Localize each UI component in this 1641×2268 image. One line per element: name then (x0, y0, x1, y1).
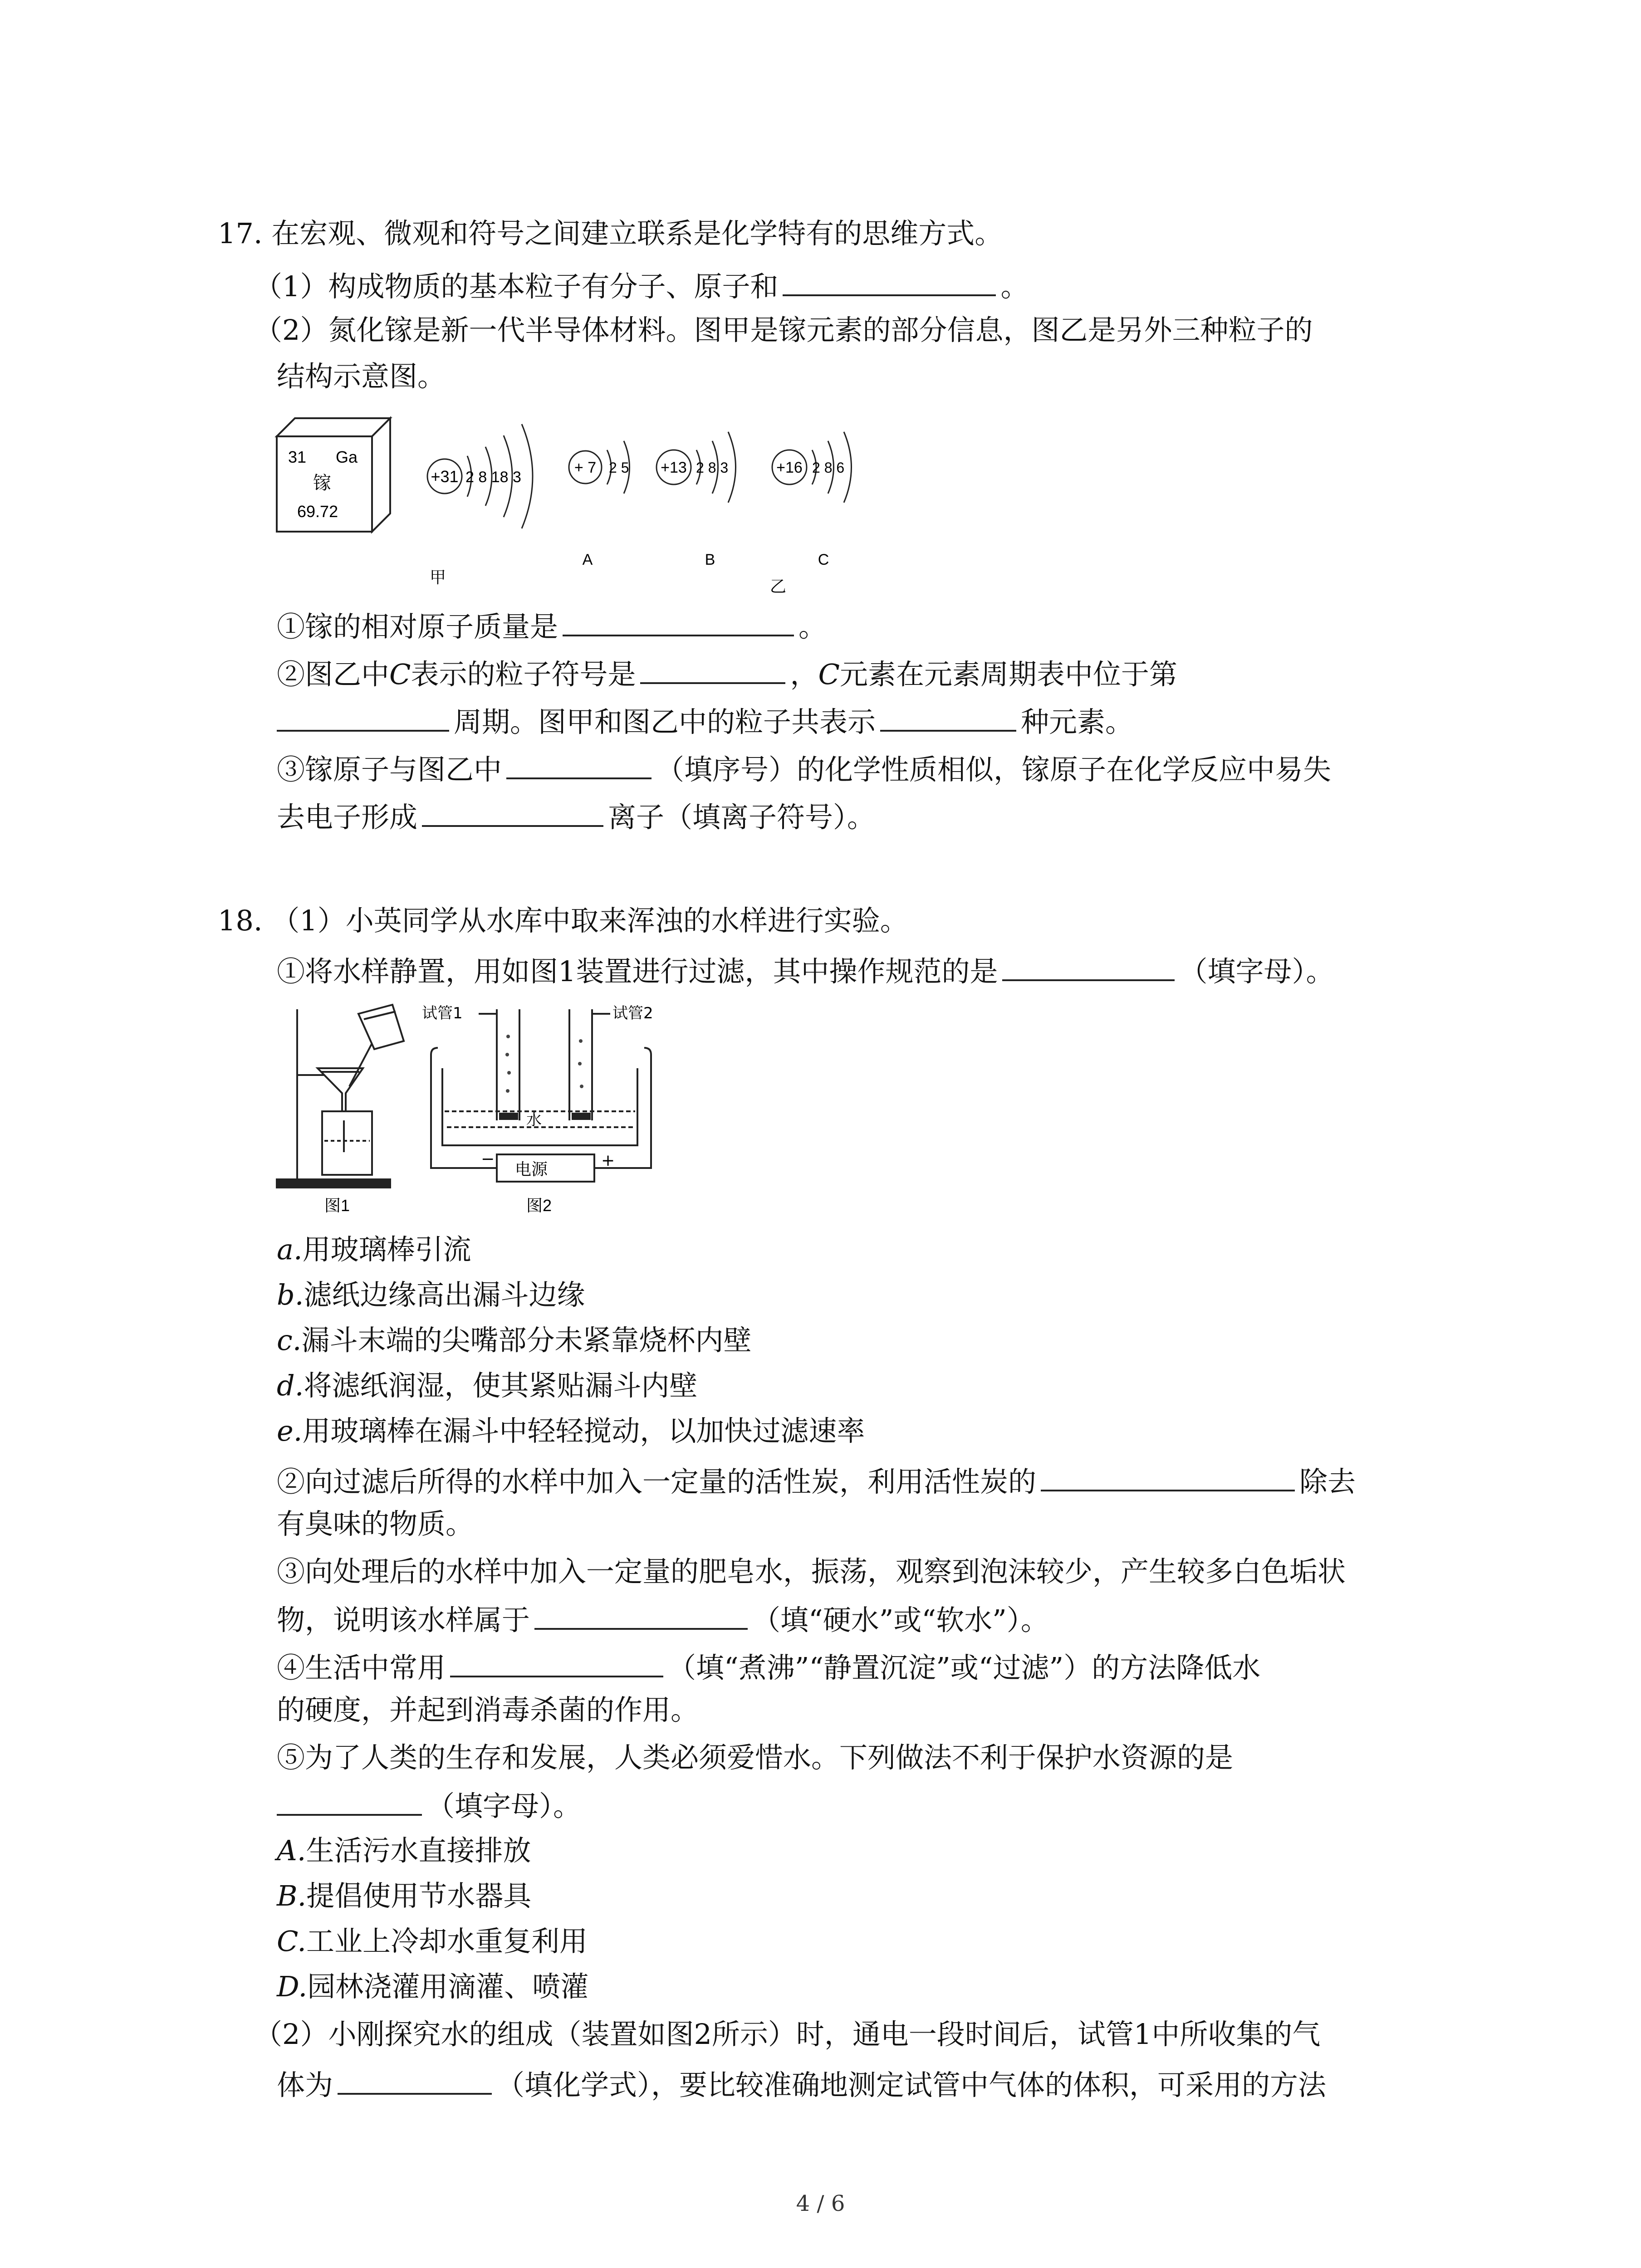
q17-sub1-end: 。 (798, 610, 827, 643)
particle-a-diagram (569, 441, 630, 568)
q18-sub3-text-c: （填“硬水”或“软水”）。 (752, 1603, 1049, 1637)
tile-number: 31 (288, 448, 307, 466)
q18-choice-b (277, 1878, 531, 1914)
q17-sub1-text: ①镓的相对原子质量是 (277, 610, 558, 643)
q18-sub2-text-b: 除去 (1299, 1465, 1356, 1498)
q17-stem: 17. 在宏观、微观和符号之间建立联系是化学特有的思维方式。 (218, 217, 1003, 250)
q17-answer-blank-1[interactable] (783, 265, 996, 296)
q18-choice-d-text: 园林浇灌用滴灌、喷灌 (307, 1970, 589, 2003)
particle-b-nucleus: +13 (661, 459, 687, 476)
q18-sub5-line2 (277, 1785, 581, 1824)
q18-part2-line1: （2）小刚探究水的组成（装置如图2所示）时，通电一段时间后，试管1中所收集的气 (254, 2018, 1321, 2051)
ga-shells: 2 8 18 3 (465, 469, 521, 486)
particle-c-nucleus: +16 (776, 459, 803, 476)
q18-choice-b-text: 提倡使用节水器具 (306, 1879, 532, 1912)
q18-option-d-letter: d. (277, 1369, 304, 1402)
q18-choice-a (277, 1833, 531, 1869)
q17-answer-blank-4[interactable] (277, 701, 449, 732)
q17-figure (272, 408, 889, 603)
q17-sub3-text-b: （填序号）的化学性质相似，镓原子在化学反应中易失 (656, 753, 1332, 786)
q17-part1-text: （1）构成物质的基本粒子有分子、原子和 (254, 270, 779, 303)
ga-atom-diagram (427, 424, 533, 528)
q18-choice-c-text: 工业上冷却水重复利用 (306, 1925, 588, 1958)
q17-sub2-line2 (277, 701, 1133, 740)
particle-b-label: B (705, 551, 715, 568)
q17-answer-blank-2[interactable] (563, 606, 794, 636)
q18-option-c (277, 1322, 751, 1359)
power-label: 电源 (515, 1160, 548, 1179)
q17-sub2-text-e: 元素在元素周期表中位于第 (839, 658, 1177, 691)
q17-sub2-text-g: 种元素。 (1021, 705, 1134, 738)
q18-answer-blank-6[interactable] (338, 2064, 492, 2095)
particle-a-label: A (582, 551, 593, 568)
q18-figures (268, 996, 676, 1227)
q18-option-b (277, 1277, 585, 1313)
tube-2-label: 试管2 (612, 1004, 653, 1022)
q18-part2-text-b: 体为 (277, 2068, 333, 2102)
water-label: 水 (526, 1111, 542, 1129)
q18-option-a (277, 1232, 471, 1268)
figure-1-label: 图1 (324, 1196, 350, 1215)
particle-c-shells: 2 8 6 (812, 459, 845, 476)
q17-sub3-line2 (277, 796, 875, 836)
q18-sub1-end: （填字母）。 (1179, 955, 1334, 988)
q17-answer-blank-7[interactable] (422, 796, 603, 827)
q18-option-e-letter: e. (277, 1414, 303, 1447)
plus-terminal: + (601, 1151, 615, 1170)
q17-part1 (254, 265, 1029, 305)
q18-choice-a-letter: A. (277, 1834, 306, 1867)
q18-option-d (277, 1368, 697, 1404)
q18-choice-c (277, 1923, 588, 1960)
q18-sub4-line2: 的硬度，并起到消毒杀菌的作用。 (277, 1693, 699, 1726)
particle-b-shells: 2 8 3 (696, 459, 729, 476)
q18-sub2-text-a: ②向过滤后所得的水样中加入一定量的活性炭，利用活性炭的 (277, 1465, 1037, 1498)
filtration-apparatus (277, 1005, 404, 1188)
q18-sub1 (277, 950, 1334, 990)
q18-choice-d (277, 1969, 588, 2005)
q17-part2-line2: 结构示意图。 (277, 360, 446, 393)
q17-sub2-c: C (389, 658, 411, 691)
q18-part2-text-c: （填化学式），要比较准确地测定试管中气体的体积，可采用的方法 (496, 2068, 1327, 2102)
q17-sub3-line1 (277, 748, 1331, 788)
q18-answer-blank-2[interactable] (1041, 1461, 1295, 1491)
q18-option-a-text: 用玻璃棒引流 (302, 1233, 471, 1266)
q18-answer-blank-4[interactable] (450, 1647, 663, 1677)
particle-c-label: C (818, 551, 829, 568)
q18-sub4-text-a: ④生活中常用 (277, 1651, 446, 1684)
q18-choice-d-letter: D. (277, 1970, 308, 2003)
q18-sub1-text: ①将水样静置，用如图1装置进行过滤，其中操作规范的是 (277, 955, 998, 988)
q18-sub2-line2: 有臭味的物质。 (277, 1507, 474, 1540)
q17-sub2-c2: C (818, 658, 840, 691)
q17-answer-blank-6[interactable] (506, 748, 652, 779)
particle-b-diagram (656, 432, 736, 568)
q18-sub5-text-b: （填字母）。 (426, 1789, 582, 1823)
tube-1-label: 试管1 (422, 1004, 463, 1022)
tile-symbol: Ga (336, 448, 358, 466)
q18-sub4-text-b: （填“煮沸”“静置沉淀”或“过滤”）的方法降低水 (668, 1651, 1261, 1684)
q18-sub4-line1 (277, 1647, 1260, 1686)
q17-sub2-comma: ， (790, 658, 818, 691)
q18-sub3-line2 (277, 1599, 1049, 1638)
q18-option-c-letter: c. (277, 1324, 302, 1357)
q18-sub3-line1: ③向处理后的水样中加入一定量的肥皂水，振荡，观察到泡沫较少，产生较多白色垢状 (277, 1555, 1346, 1588)
figure-2-label: 图2 (526, 1196, 552, 1215)
q18-option-b-letter: b. (277, 1278, 304, 1311)
q17-part1-end: 。 (1000, 270, 1029, 303)
q18-choice-b-letter: B. (277, 1879, 307, 1912)
q17-sub2-text-b: 表示的粒子符号是 (411, 658, 636, 691)
q18-answer-blank-5[interactable] (277, 1785, 422, 1816)
q18-choice-c-letter: C. (277, 1925, 306, 1958)
q18-option-d-text: 将滤纸润湿，使其紧贴漏斗内壁 (304, 1369, 698, 1402)
q18-option-c-text: 漏斗末端的尖嘴部分未紧靠烧杯内壁 (301, 1324, 752, 1357)
ga-nucleus: +31 (431, 467, 459, 486)
q17-sub2-text-f: 周期。图甲和图乙中的粒子共表示 (454, 705, 876, 738)
q18-option-b-text: 滤纸边缘高出漏斗边缘 (304, 1278, 585, 1311)
q18-answer-blank-1[interactable] (1002, 950, 1175, 981)
figure-yi-label: 乙 (769, 577, 787, 596)
q17-part2-line1: （2）氮化镓是新一代半导体材料。图甲是镓元素的部分信息，图乙是另外三种粒子的 (254, 313, 1313, 347)
tile-mass: 69.72 (297, 502, 338, 521)
q17-sub3-text-c: 去电子形成 (277, 801, 418, 834)
q18-option-a-letter: a. (277, 1233, 303, 1266)
page-number: 4 / 6 (796, 2191, 845, 2216)
q18-choice-a-text: 生活污水直接排放 (306, 1834, 531, 1867)
q18-sub2-line1 (277, 1461, 1356, 1500)
q17-answer-blank-3[interactable] (640, 653, 785, 684)
q18-option-e (277, 1413, 865, 1449)
electrolysis-apparatus (422, 1004, 653, 1215)
particle-a-nucleus: + 7 (574, 459, 597, 476)
q18-stem: 18. （1）小英同学从水库中取来浑浊的水样进行实验。 (218, 904, 908, 937)
q17-sub3-text-d: 离子（填离子符号）。 (608, 801, 876, 834)
q17-answer-blank-5[interactable] (880, 701, 1016, 732)
figure-jia-label: 甲 (429, 568, 446, 587)
q17-sub1 (277, 606, 827, 645)
q17-sub3-text-a: ③镓原子与图乙中 (277, 753, 502, 786)
particle-a-shells: 2 5 (609, 459, 629, 476)
q18-sub5-line1: ⑤为了人类的生存和发展，人类必须爱惜水。下列做法不利于保护水资源的是 (277, 1741, 1234, 1774)
q18-part2-line2 (277, 2064, 1326, 2103)
q17-sub2-text-a: ②图乙中 (277, 658, 390, 691)
minus-terminal: − (481, 1150, 495, 1168)
tile-name: 镓 (313, 473, 331, 494)
particle-c-diagram (772, 432, 852, 568)
gallium-element-tile (277, 418, 390, 532)
q18-answer-blank-3[interactable] (534, 1599, 748, 1630)
q18-option-e-text: 用玻璃棒在漏斗中轻轻搅动，以加快过滤速率 (302, 1414, 865, 1447)
q17-sub2-line1 (277, 653, 1177, 693)
q18-sub3-text-b: 物，说明该水样属于 (277, 1603, 530, 1637)
